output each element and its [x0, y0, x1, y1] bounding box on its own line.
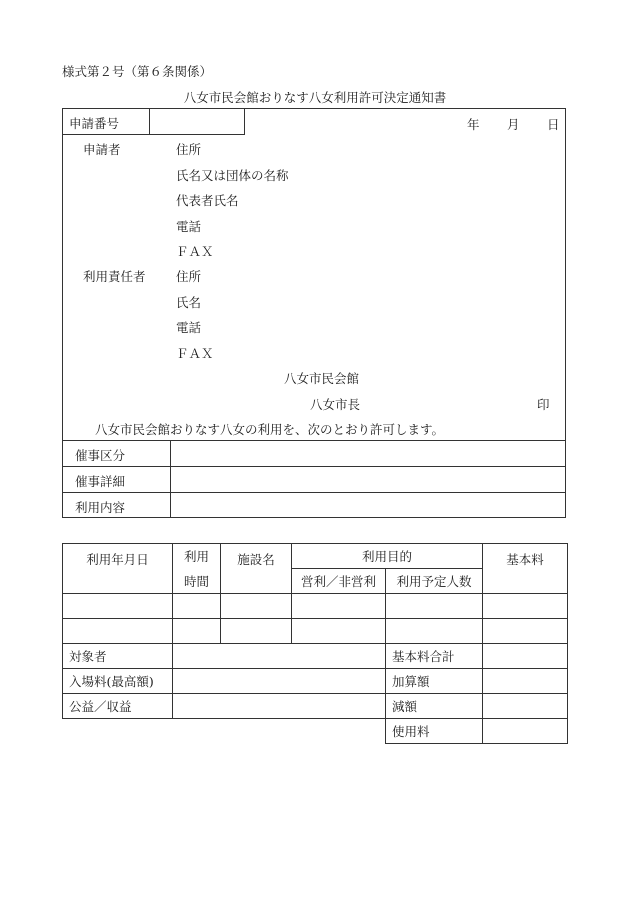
responsible-address-label: 住所	[176, 269, 202, 284]
target-label: 対象者	[63, 644, 173, 669]
applicant-name-label: 氏名又は団体の名称	[176, 168, 289, 183]
table-row	[63, 669, 568, 694]
table-row	[63, 719, 568, 744]
applicant-representative-label: 代表者氏名	[176, 193, 239, 208]
cell	[386, 594, 483, 619]
col-usage-date: 利用年月日	[63, 544, 173, 594]
col-purpose: 利用目的	[292, 544, 483, 569]
surcharge-label: 加算額	[386, 669, 483, 694]
cell	[292, 594, 386, 619]
responsible-phone-label: 電話	[176, 320, 202, 335]
usage-fee-table	[62, 543, 568, 744]
col-usage-time-bottom: 時間	[173, 569, 221, 594]
col-profit-type: 営利／非営利	[292, 569, 386, 594]
table-row	[63, 619, 568, 644]
entrance-fee-label: 入場料(最高額)	[63, 669, 173, 694]
cell	[63, 594, 173, 619]
application-number-label: 申請番号	[69, 116, 120, 131]
basic-total-value	[483, 644, 568, 669]
empty-space	[63, 719, 386, 744]
applicant-address-label: 住所	[176, 142, 202, 157]
col-basic-fee: 基本料	[483, 544, 568, 594]
cell	[483, 594, 568, 619]
cell	[173, 619, 221, 644]
entrance-fee-value	[173, 669, 386, 694]
table-header-row	[63, 544, 568, 569]
date-month: 月	[507, 117, 520, 132]
event-row	[63, 492, 565, 518]
table-row	[63, 694, 568, 719]
table-row	[63, 644, 568, 669]
col-usage-time-top: 利用	[173, 544, 221, 569]
event-row	[63, 466, 565, 492]
issuer-org: 八女市民会館	[284, 371, 360, 386]
date-year: 年	[467, 117, 480, 132]
cell	[63, 619, 173, 644]
seal-mark: 印	[537, 397, 550, 412]
applicant-fax-label: ＦＡＸ	[176, 244, 214, 259]
event-detail-label: 催事詳細	[75, 474, 126, 489]
row-divider	[170, 493, 171, 518]
usage-content-label: 利用内容	[75, 500, 126, 515]
responsible-name-label: 氏名	[176, 295, 202, 310]
form-number: 様式第２号（第６条関係）	[62, 64, 213, 79]
public-profit-label: 公益／収益	[63, 694, 173, 719]
document-title: 八女市民会館おりなす八女利用許可決定通知書	[183, 90, 447, 105]
cell	[173, 594, 221, 619]
cell	[483, 619, 568, 644]
application-box	[62, 108, 566, 518]
event-category-label: 催事区分	[75, 448, 126, 463]
applicant-heading: 申請者	[83, 142, 121, 157]
permission-text: 八女市民会館おりなす八女の利用を、次のとおり許可します。	[95, 422, 445, 437]
cell	[221, 619, 292, 644]
application-number-divider	[149, 109, 150, 134]
event-row	[63, 440, 565, 466]
surcharge-value	[483, 669, 568, 694]
col-expected-people: 利用予定人数	[386, 569, 483, 594]
event-rows	[63, 440, 565, 518]
cell	[292, 619, 386, 644]
row-divider	[170, 441, 171, 466]
cell	[221, 594, 292, 619]
usage-fee-label: 使用料	[386, 719, 483, 744]
date-day: 日	[547, 117, 560, 132]
table-row	[63, 594, 568, 619]
reduction-value	[483, 694, 568, 719]
applicant-phone-label: 電話	[176, 219, 202, 234]
reduction-label: 減額	[386, 694, 483, 719]
responsible-fax-label: ＦＡＸ	[176, 346, 214, 361]
basic-total-label: 基本料合計	[386, 644, 483, 669]
row-divider	[170, 467, 171, 492]
public-profit-value	[173, 694, 386, 719]
application-number-cell	[63, 109, 245, 135]
target-value	[173, 644, 386, 669]
usage-fee-value	[483, 719, 568, 744]
responsible-heading: 利用責任者	[83, 269, 146, 284]
issuer-mayor: 八女市長	[310, 397, 361, 412]
cell	[386, 619, 483, 644]
col-facility: 施設名	[221, 544, 292, 594]
